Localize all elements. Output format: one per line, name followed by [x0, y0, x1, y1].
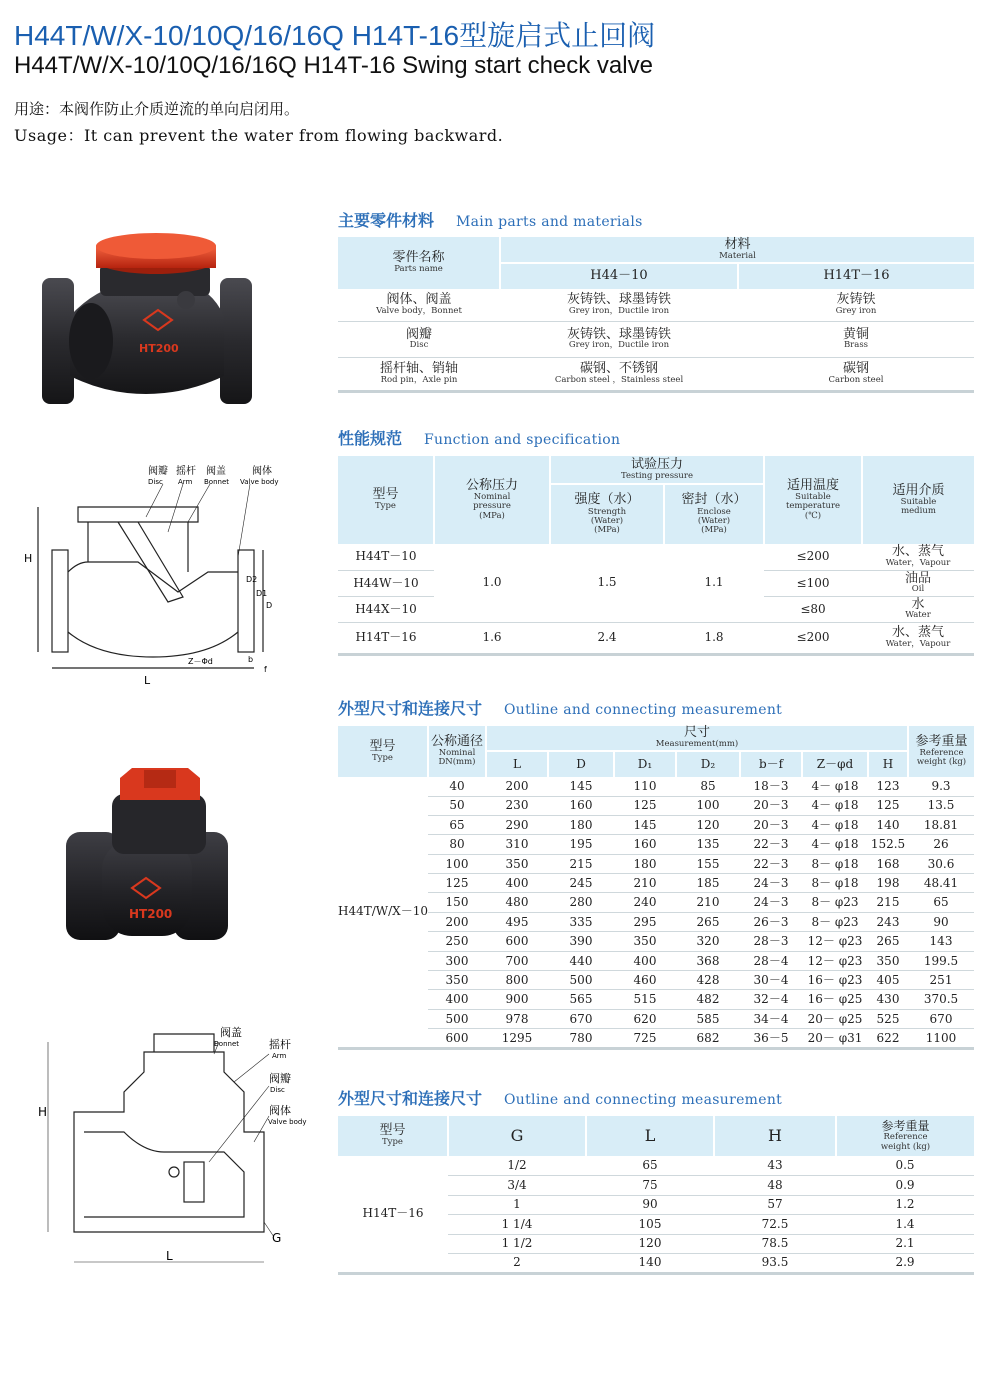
outline1-row — [338, 815, 974, 834]
outline1-cell: 28－4 — [740, 951, 802, 970]
d1-arm-en: Arm — [178, 478, 193, 486]
outline1-cell: 13.5 — [908, 796, 974, 815]
flanged-valve-drawing — [18, 462, 293, 694]
outline1-cell: 120 — [676, 815, 740, 834]
outline1-cell: 480 — [486, 893, 548, 912]
spec-section-title: 性能规范 Function and specification — [338, 429, 621, 448]
outline1-cell: 670 — [908, 1009, 974, 1028]
outline2-cell: 2.9 — [836, 1254, 974, 1274]
outline1-cell: 20－3 — [740, 815, 802, 834]
outline1-cell: 8－ φ18 — [802, 874, 868, 893]
outline1-cell: 26－3 — [740, 912, 802, 931]
outline2-h-weight: 参考重量 Reference weight (kg) — [836, 1116, 974, 1156]
outline1-cell: 80 — [428, 835, 486, 854]
outline2-cell: 1 1/4 — [448, 1215, 586, 1235]
threaded-valve-drawing — [34, 1022, 326, 1284]
outline2-row — [338, 1156, 974, 1176]
d2-l-label: L — [166, 1249, 173, 1263]
d1-bonnet-en: Bonnet — [204, 478, 230, 486]
outline2-cell: 105 — [586, 1215, 714, 1235]
outline2-h-l: L — [586, 1116, 714, 1156]
outline1-cell: 4－ φ18 — [802, 777, 868, 796]
outline1-cell: 125 — [868, 796, 908, 815]
outline1-cell: 4－ φ18 — [802, 796, 868, 815]
d1-l-label: L — [144, 674, 151, 687]
materials-h-col2: H14T－16 — [738, 263, 974, 289]
outline2-cell: 48 — [714, 1176, 836, 1196]
outline2-h-type: 型号 Type — [338, 1116, 448, 1156]
outline1-cell: 185 — [676, 874, 740, 893]
outline1-cell: 310 — [486, 835, 548, 854]
outline2-cell: 0.5 — [836, 1156, 974, 1176]
outline1-type-cell: H44T/W/X－10 — [338, 777, 428, 1048]
outline2-section-title: 外型尺寸和连接尺寸 Outline and connecting measurement — [338, 1089, 783, 1108]
outline1-h-weight: 参考重量 Reference weight (kg) — [908, 726, 974, 777]
d1-body-en: Valve body — [240, 478, 279, 486]
outline1-cell: 140 — [868, 815, 908, 834]
outline1-h-size: 尺寸 Measurement(mm) — [486, 726, 908, 751]
outline1-cell: 65 — [428, 815, 486, 834]
outline1-cell: 22－3 — [740, 854, 802, 873]
outline1-row — [338, 777, 974, 796]
outline1-cell: 125 — [428, 874, 486, 893]
outline1-cell: 460 — [614, 971, 676, 990]
materials-row: 摇杆轴、销轴 Rod pin，Axle pin 碳钢、不锈钢 Carbon steel ，Stainless steel 碳钢 Carbon steel — [338, 357, 974, 391]
outline2-type-cell: H14T－16 — [338, 1156, 448, 1273]
spec-row: H44T－10 1.0 1.5 1.1 ≤200 水、蒸气 Water，Vapour — [338, 544, 974, 570]
outline1-row — [338, 932, 974, 951]
outline1-cell: 350 — [868, 951, 908, 970]
materials-h-part: 零件名称 Parts name — [338, 237, 500, 289]
outline1-cell: 200 — [486, 777, 548, 796]
outline1-cell: 350 — [486, 854, 548, 873]
page-title-cn: H44T/W/X-10/10Q/16/16Q H14T-16型旋启式止回阀 — [14, 20, 656, 51]
outline1-cell: 12－ φ23 — [802, 951, 868, 970]
d2-body-en: Valve body — [268, 1118, 307, 1126]
outline1-cell: 585 — [676, 1009, 740, 1028]
d1-arm-cn: 摇杆 — [176, 466, 196, 477]
outline1-cell: 780 — [548, 1029, 614, 1048]
d2-arm-en: Arm — [272, 1052, 287, 1060]
outline1-cell: 18.81 — [908, 815, 974, 834]
d1-z-label: Z－Φd — [188, 657, 213, 666]
spec-h-temp: 适用温度 Suitable temperature (℃) — [764, 456, 862, 544]
d2-g-label: G — [272, 1231, 282, 1245]
outline1-cell: 145 — [614, 815, 676, 834]
outline1-cell: 8－ φ23 — [802, 893, 868, 912]
outline1-cell: 200 — [428, 912, 486, 931]
photo2-label: HT200 — [129, 907, 173, 921]
spec-h-seal: 密封（水） Enclose (Water) (MPa) — [664, 484, 764, 544]
outline2-cell: 78.5 — [714, 1234, 836, 1254]
outline1-h-type: 型号 Type — [338, 726, 428, 777]
outline1-cell: 251 — [908, 971, 974, 990]
d1-d2-label: D2 — [246, 575, 258, 584]
outline1-cell: 100 — [428, 854, 486, 873]
outline1-row — [338, 874, 974, 893]
outline2-cell: 90 — [586, 1195, 714, 1215]
outline2-h-h: H — [714, 1116, 836, 1156]
outline1-cell: 160 — [548, 796, 614, 815]
outline2-cell: 75 — [586, 1176, 714, 1196]
outline1-cell: 110 — [614, 777, 676, 796]
outline1-cell: 725 — [614, 1029, 676, 1048]
outline1-cell: 32－4 — [740, 990, 802, 1009]
spec-h-medium: 适用介质 Suitable medium — [862, 456, 974, 544]
outline1-cell: 4－ φ18 — [802, 835, 868, 854]
threaded-valve-photo — [62, 764, 232, 944]
outline1-cell: 36－5 — [740, 1029, 802, 1048]
usage-en: Usage：It can prevent the water from flowing backward. — [14, 126, 504, 145]
outline1-cell: 1295 — [486, 1029, 548, 1048]
outline1-cell: 440 — [548, 951, 614, 970]
spec-h-strength: 强度（水） Strength (Water) (MPa) — [550, 484, 664, 544]
outline1-cell: 1100 — [908, 1029, 974, 1048]
outline1-cell: 400 — [486, 874, 548, 893]
outline1-cell: 143 — [908, 932, 974, 951]
outline1-cell: 240 — [614, 893, 676, 912]
spec-row: H14T－16 1.6 2.4 1.8 ≤200 水、蒸气 Water，Vapour — [338, 622, 974, 654]
outline1-cell: 145 — [548, 777, 614, 796]
spec-table — [338, 456, 974, 656]
flanged-valve-photo — [36, 226, 258, 408]
outline1-row — [338, 835, 974, 854]
outline1-h-col: D₁ — [614, 751, 676, 777]
outline1-cell: 400 — [428, 990, 486, 1009]
outline2-cell: 0.9 — [836, 1176, 974, 1196]
outline1-cell: 900 — [486, 990, 548, 1009]
outline1-cell: 16－ φ25 — [802, 990, 868, 1009]
spec-h-tp: 试验压力 Testing pressure — [550, 456, 764, 484]
spec-row: H44W－10 ≤100 油品 Oil — [338, 570, 974, 596]
outline1-cell: 12－ φ23 — [802, 932, 868, 951]
outline1-cell: 682 — [676, 1029, 740, 1048]
outline1-cell: 160 — [614, 835, 676, 854]
outline1-cell: 243 — [868, 912, 908, 931]
outline1-cell: 65 — [908, 893, 974, 912]
outline1-cell: 265 — [676, 912, 740, 931]
outline1-cell: 515 — [614, 990, 676, 1009]
outline1-cell: 350 — [614, 932, 676, 951]
outline2-table — [338, 1116, 974, 1275]
outline2-cell: 1 — [448, 1195, 586, 1215]
d2-disc-en: Disc — [270, 1086, 285, 1094]
outline2-cell: 1/2 — [448, 1156, 586, 1176]
outline1-cell: 265 — [868, 932, 908, 951]
outline1-cell: 22－3 — [740, 835, 802, 854]
outline1-cell: 482 — [676, 990, 740, 1009]
outline1-cell: 280 — [548, 893, 614, 912]
materials-h-col1: H44－10 — [500, 263, 738, 289]
outline1-row — [338, 951, 974, 970]
outline1-cell: 28－3 — [740, 932, 802, 951]
outline1-cell: 50 — [428, 796, 486, 815]
outline1-cell: 600 — [428, 1029, 486, 1048]
spec-h-type: 型号 Type — [338, 456, 434, 544]
materials-row: 阀体、阀盖 Valve body，Bonnet 灰铸铁、球墨铸铁 Grey iron，Ductile iron 灰铸铁 Grey iron — [338, 289, 974, 321]
outline1-cell: 215 — [868, 893, 908, 912]
outline1-cell: 230 — [486, 796, 548, 815]
outline2-cell: 2 — [448, 1254, 586, 1274]
outline1-cell: 210 — [614, 874, 676, 893]
outline1-cell: 215 — [548, 854, 614, 873]
d1-disc-en: Disc — [148, 478, 163, 486]
outline1-cell: 405 — [868, 971, 908, 990]
d2-h-label: H — [38, 1105, 48, 1119]
outline1-cell: 295 — [614, 912, 676, 931]
outline1-h-col: D — [548, 751, 614, 777]
d2-bonnet-en: Bonnet — [214, 1040, 240, 1048]
outline1-h-col: D₂ — [676, 751, 740, 777]
outline1-cell: 620 — [614, 1009, 676, 1028]
outline1-row — [338, 893, 974, 912]
outline1-h-col: H — [868, 751, 908, 777]
outline1-cell: 600 — [486, 932, 548, 951]
outline1-cell: 20－ φ31 — [802, 1029, 868, 1048]
d1-bonnet-cn: 阀盖 — [206, 466, 226, 477]
d2-disc-cn: 阀瓣 — [269, 1072, 291, 1085]
photo1-label: HT200 — [139, 342, 179, 355]
outline1-h-col: b－f — [740, 751, 802, 777]
outline1-cell: 123 — [868, 777, 908, 796]
d2-arm-cn: 摇杆 — [269, 1038, 291, 1051]
materials-table — [338, 237, 974, 393]
outline1-cell: 48.41 — [908, 874, 974, 893]
outline1-cell: 100 — [676, 796, 740, 815]
outline1-cell: 622 — [868, 1029, 908, 1048]
outline1-cell: 135 — [676, 835, 740, 854]
outline1-cell: 210 — [676, 893, 740, 912]
outline2-cell: 43 — [714, 1156, 836, 1176]
spec-h-np: 公称压力 Nominal pressure (MPa) — [434, 456, 550, 544]
outline1-cell: 168 — [868, 854, 908, 873]
outline1-cell: 8－ φ23 — [802, 912, 868, 931]
d1-b-label: b — [248, 655, 254, 664]
outline1-cell: 9.3 — [908, 777, 974, 796]
outline1-cell: 500 — [548, 971, 614, 990]
outline1-cell: 40 — [428, 777, 486, 796]
outline1-cell: 370.5 — [908, 990, 974, 1009]
outline2-cell: 57 — [714, 1195, 836, 1215]
outline1-cell: 125 — [614, 796, 676, 815]
outline1-row — [338, 1009, 974, 1028]
usage-cn: 用途：本阀作防止介质逆流的单向启闭用。 — [14, 100, 300, 118]
outline2-h-g: G — [448, 1116, 586, 1156]
outline2-cell: 1 1/2 — [448, 1234, 586, 1254]
d1-disc-cn: 阀瓣 — [148, 466, 168, 477]
outline1-cell: 670 — [548, 1009, 614, 1028]
d1-h-label: H — [24, 552, 33, 565]
outline1-cell: 430 — [868, 990, 908, 1009]
outline1-cell: 180 — [548, 815, 614, 834]
outline2-cell: 1.2 — [836, 1195, 974, 1215]
d1-d1-label: D1 — [256, 589, 268, 598]
spec-row: H44X－10 ≤80 水 Water — [338, 596, 974, 622]
page-title-en: H44T/W/X-10/10Q/16/16Q H14T-16 Swing start check valve — [14, 52, 653, 79]
outline1-cell: 500 — [428, 1009, 486, 1028]
outline1-row — [338, 912, 974, 931]
outline1-cell: 20－3 — [740, 796, 802, 815]
materials-h-material: 材料 Material — [500, 237, 974, 263]
outline2-cell: 2.1 — [836, 1234, 974, 1254]
outline1-cell: 85 — [676, 777, 740, 796]
d2-bonnet-cn: 阀盖 — [220, 1026, 242, 1039]
materials-row: 阀瓣 Disc 灰铸铁、球墨铸铁 Grey iron，Ductile iron 黄铜 Brass — [338, 321, 974, 357]
outline1-section-title: 外型尺寸和连接尺寸 Outline and connecting measurement — [338, 699, 783, 718]
outline2-cell: 120 — [586, 1234, 714, 1254]
materials-section-title: 主要零件材料 Main parts and materials — [338, 211, 643, 230]
outline1-cell: 20－ φ25 — [802, 1009, 868, 1028]
outline1-cell: 700 — [486, 951, 548, 970]
outline2-cell: 72.5 — [714, 1215, 836, 1235]
outline1-cell: 250 — [428, 932, 486, 951]
outline1-cell: 8－ φ18 — [802, 854, 868, 873]
outline2-cell: 93.5 — [714, 1254, 836, 1274]
outline1-cell: 390 — [548, 932, 614, 951]
outline2-cell: 3/4 — [448, 1176, 586, 1196]
outline1-cell: 16－ φ23 — [802, 971, 868, 990]
outline1-cell: 18－3 — [740, 777, 802, 796]
outline1-h-col: L — [486, 751, 548, 777]
outline2-cell: 140 — [586, 1254, 714, 1274]
outline1-cell: 400 — [614, 951, 676, 970]
outline1-cell: 198 — [868, 874, 908, 893]
outline1-cell: 199.5 — [908, 951, 974, 970]
outline1-cell: 978 — [486, 1009, 548, 1028]
outline1-cell: 24－3 — [740, 893, 802, 912]
outline1-h-col: Z－φd — [802, 751, 868, 777]
outline1-cell: 335 — [548, 912, 614, 931]
outline1-cell: 195 — [548, 835, 614, 854]
outline2-cell: 1.4 — [836, 1215, 974, 1235]
outline1-row — [338, 796, 974, 815]
outline1-cell: 26 — [908, 835, 974, 854]
outline1-cell: 152.5 — [868, 835, 908, 854]
outline1-row — [338, 971, 974, 990]
outline1-cell: 300 — [428, 951, 486, 970]
outline1-cell: 368 — [676, 951, 740, 970]
outline1-cell: 565 — [548, 990, 614, 1009]
outline1-cell: 180 — [614, 854, 676, 873]
outline1-cell: 150 — [428, 893, 486, 912]
outline1-cell: 800 — [486, 971, 548, 990]
outline1-table — [338, 726, 974, 1050]
outline1-cell: 34－4 — [740, 1009, 802, 1028]
outline1-cell: 495 — [486, 912, 548, 931]
outline1-cell: 4－ φ18 — [802, 815, 868, 834]
outline1-cell: 30－4 — [740, 971, 802, 990]
outline1-row — [338, 1029, 974, 1048]
outline1-h-dn: 公称通径 Nominal DN(mm) — [428, 726, 486, 777]
outline1-cell: 245 — [548, 874, 614, 893]
outline1-cell: 525 — [868, 1009, 908, 1028]
outline1-cell: 155 — [676, 854, 740, 873]
d1-d-label: D — [266, 601, 273, 610]
d2-body-cn: 阀体 — [269, 1104, 291, 1117]
outline1-cell: 24－3 — [740, 874, 802, 893]
outline1-row — [338, 854, 974, 873]
d1-f-label: f — [264, 665, 267, 674]
d1-body-cn: 阀体 — [252, 466, 272, 477]
outline1-row — [338, 990, 974, 1009]
outline1-cell: 90 — [908, 912, 974, 931]
outline2-cell: 65 — [586, 1156, 714, 1176]
outline1-cell: 30.6 — [908, 854, 974, 873]
outline1-cell: 428 — [676, 971, 740, 990]
outline1-cell: 290 — [486, 815, 548, 834]
outline1-cell: 350 — [428, 971, 486, 990]
outline1-cell: 320 — [676, 932, 740, 951]
